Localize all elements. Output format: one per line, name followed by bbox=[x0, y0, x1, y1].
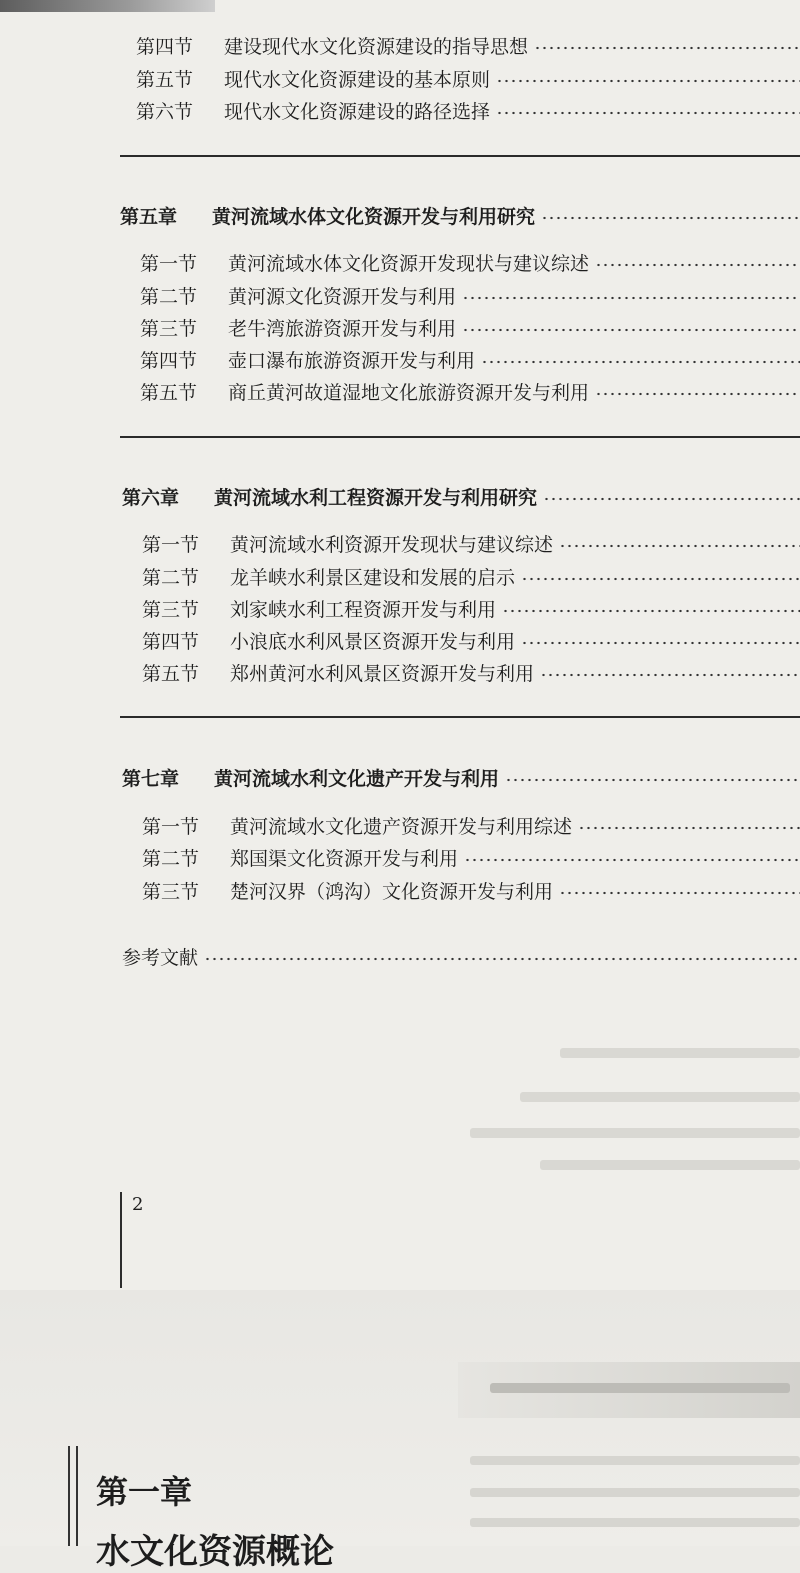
section-number: 第五节 bbox=[142, 662, 200, 685]
section-title: 黄河流域水文化遗产资源开发与利用综述 bbox=[230, 815, 573, 838]
chapter-side-rule bbox=[76, 1446, 78, 1546]
chapter-side-rule bbox=[68, 1446, 70, 1546]
section-number: 第三节 bbox=[140, 317, 198, 340]
toc-section-row[interactable] bbox=[142, 625, 800, 655]
bleed-through-mark bbox=[540, 1160, 800, 1170]
torn-corner-decoration bbox=[0, 0, 215, 12]
page-number-rule bbox=[120, 1192, 122, 1288]
section-number: 第二节 bbox=[142, 847, 200, 870]
section-number: 第四节 bbox=[136, 35, 194, 58]
toc-chapter-row[interactable] bbox=[122, 762, 800, 792]
section-number: 第四节 bbox=[140, 349, 198, 372]
toc-section-row[interactable] bbox=[136, 95, 800, 125]
running-header-text-blur bbox=[490, 1383, 790, 1393]
bleed-through-mark bbox=[470, 1128, 800, 1138]
section-number: 第一节 bbox=[142, 815, 200, 838]
chapter-title: 黄河流域水利工程资源开发与利用研究 bbox=[214, 486, 538, 509]
bleed-through-mark bbox=[470, 1488, 800, 1497]
toc-references-row[interactable] bbox=[122, 941, 800, 971]
toc-section-row[interactable] bbox=[140, 312, 800, 342]
dot-leader bbox=[595, 263, 800, 267]
dot-leader bbox=[521, 577, 800, 581]
chapter-divider bbox=[120, 155, 800, 157]
toc-section-row[interactable] bbox=[142, 528, 800, 558]
chapter-title: 黄河流域水体文化资源开发与利用研究 bbox=[212, 205, 536, 228]
section-number: 第五节 bbox=[136, 68, 194, 91]
section-title: 现代水文化资源建设的基本原则 bbox=[224, 68, 491, 91]
bleed-through-mark bbox=[560, 1048, 800, 1058]
section-title: 现代水文化资源建设的路径选择 bbox=[224, 100, 491, 123]
chapter-number: 第五章 bbox=[120, 205, 178, 228]
section-title: 黄河源文化资源开发与利用 bbox=[228, 285, 457, 308]
section-title: 郑州黄河水利风景区资源开发与利用 bbox=[230, 662, 535, 685]
bleed-through-mark bbox=[520, 1092, 800, 1102]
section-title: 商丘黄河故道湿地文化旅游资源开发与利用 bbox=[228, 381, 590, 404]
toc-section-row[interactable] bbox=[142, 875, 800, 905]
dot-leader bbox=[534, 46, 800, 50]
toc-section-row[interactable] bbox=[140, 247, 800, 277]
section-number: 第二节 bbox=[142, 566, 200, 589]
references-title: 参考文献 bbox=[122, 946, 199, 969]
section-title: 黄河流域水利资源开发现状与建议综述 bbox=[230, 533, 554, 556]
toc-chapter-row[interactable] bbox=[122, 481, 800, 511]
bleed-through-mark bbox=[470, 1456, 800, 1465]
dot-leader bbox=[502, 609, 800, 613]
dot-leader bbox=[521, 641, 800, 645]
toc-section-row[interactable] bbox=[136, 63, 800, 93]
dot-leader bbox=[496, 111, 800, 115]
section-title: 老牛湾旅游资源开发与利用 bbox=[228, 317, 457, 340]
section-number: 第六节 bbox=[136, 100, 194, 123]
dot-leader bbox=[540, 673, 800, 677]
section-number: 第三节 bbox=[142, 598, 200, 621]
chapter-divider bbox=[120, 436, 800, 438]
next-chapter-label: 第一章 bbox=[96, 1473, 193, 1511]
toc-section-row[interactable] bbox=[140, 376, 800, 406]
dot-leader bbox=[204, 957, 800, 961]
toc-section-row[interactable] bbox=[142, 842, 800, 872]
toc-section-row[interactable] bbox=[140, 344, 800, 374]
section-number: 第一节 bbox=[142, 533, 200, 556]
toc-section-row[interactable] bbox=[136, 30, 800, 60]
toc-section-row[interactable] bbox=[142, 593, 800, 623]
section-number: 第二节 bbox=[140, 285, 198, 308]
dot-leader bbox=[464, 858, 800, 862]
section-title: 郑国渠文化资源开发与利用 bbox=[230, 847, 459, 870]
dot-leader bbox=[541, 216, 800, 220]
section-title: 壶口瀑布旅游资源开发与利用 bbox=[228, 349, 476, 372]
section-title: 建设现代水文化资源建设的指导思想 bbox=[224, 35, 529, 58]
next-chapter-title: 水文化资源概论 bbox=[96, 1532, 334, 1572]
dot-leader bbox=[505, 778, 800, 782]
section-title: 黄河流域水体文化资源开发现状与建议综述 bbox=[228, 252, 590, 275]
toc-section-row[interactable] bbox=[142, 657, 800, 687]
section-number: 第五节 bbox=[140, 381, 198, 404]
dot-leader bbox=[462, 328, 800, 332]
section-title: 楚河汉界（鸿沟）文化资源开发与利用 bbox=[230, 880, 554, 903]
chapter-number: 第七章 bbox=[122, 767, 180, 790]
dot-leader bbox=[462, 296, 800, 300]
chapter-number: 第六章 bbox=[122, 486, 180, 509]
dot-leader bbox=[543, 497, 800, 501]
toc-chapter-row[interactable] bbox=[120, 200, 800, 230]
dot-leader bbox=[578, 826, 800, 830]
section-title: 刘家峡水利工程资源开发与利用 bbox=[230, 598, 497, 621]
dot-leader bbox=[559, 891, 800, 895]
dot-leader bbox=[481, 360, 800, 364]
chapter-divider bbox=[120, 716, 800, 718]
dot-leader bbox=[496, 79, 800, 83]
section-number: 第三节 bbox=[142, 880, 200, 903]
section-title: 龙羊峡水利景区建设和发展的启示 bbox=[230, 566, 516, 589]
section-number: 第四节 bbox=[142, 630, 200, 653]
chapter-title: 黄河流域水利文化遗产开发与利用 bbox=[214, 767, 500, 790]
dot-leader bbox=[559, 544, 800, 548]
bleed-through-mark bbox=[470, 1518, 800, 1527]
toc-section-row[interactable] bbox=[140, 280, 800, 310]
toc-section-row[interactable] bbox=[142, 561, 800, 591]
section-number: 第一节 bbox=[140, 252, 198, 275]
toc-section-row[interactable] bbox=[142, 810, 800, 840]
dot-leader bbox=[595, 392, 800, 396]
page-number: 2 bbox=[132, 1194, 144, 1215]
section-title: 小浪底水利风景区资源开发与利用 bbox=[230, 630, 516, 653]
